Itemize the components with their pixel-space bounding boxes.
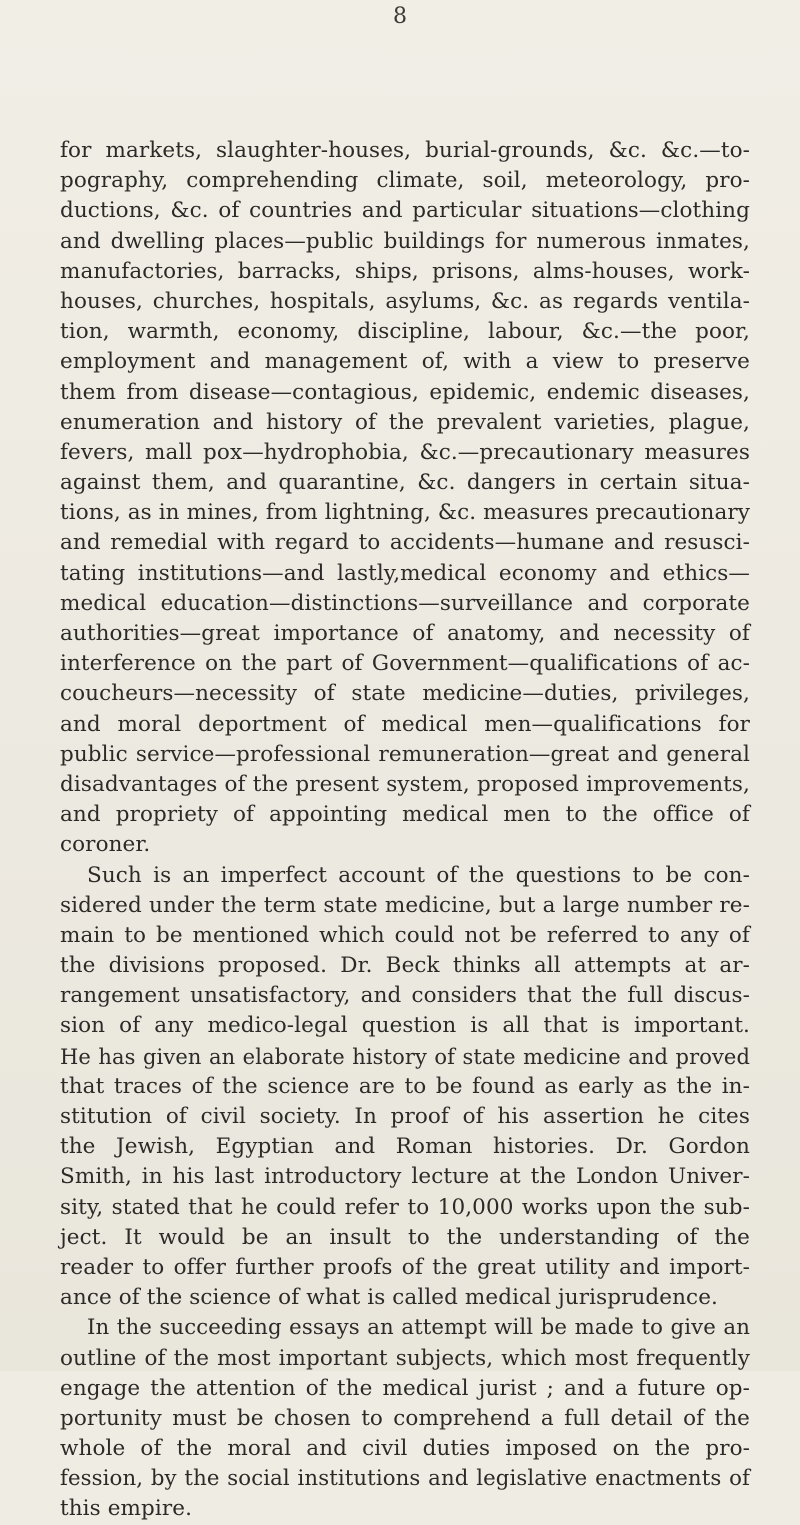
body-text [60, 136, 750, 1525]
text-line: coucheurs—necessity of state medicine—duties, privileges, [60, 681, 750, 707]
text-line: ance of the science of what is called medical jurisprudence. [60, 1285, 718, 1311]
text-line: ject. It would be an insult to the understanding of the [60, 1224, 750, 1250]
text-line: and dwelling places—public buildings for numerous inmates, [60, 228, 750, 254]
text-line: manufactories, barracks, ships, prisons, alms-houses, work- [60, 258, 750, 284]
text-line: this empire. [60, 1496, 193, 1522]
text-line: public service—professional remuneration—great and general [60, 741, 750, 767]
text-line: and moral deportment of medical men—qualifications for [60, 711, 750, 737]
text-line: outline of the most important subjects, which most frequently [60, 1345, 750, 1371]
text-line: reader to offer further proofs of the great utility and import- [60, 1254, 750, 1280]
text-line: engage the attention of the medical jurist ; and a future op- [60, 1375, 750, 1401]
text-line: fevers, mall pox—hydrophobia, &c.—precautionary measures [60, 439, 750, 465]
text-line: that traces of the science are to be found as early as the in- [60, 1073, 750, 1099]
text-line: the divisions proposed. Dr. Beck thinks all attempts at ar- [60, 953, 750, 979]
text-line: Such is an imperfect account of the questions to be con- [87, 862, 750, 888]
text-line: sidered under the term state medicine, but a large number re- [60, 892, 750, 918]
text-line: He has given an elaborate history of state medicine and proved [60, 1044, 750, 1069]
text-line: against them, and quarantine, &c. dangers in certain situa- [60, 470, 750, 496]
text-line: Smith, in his last introductory lecture at the London Univer- [60, 1164, 750, 1190]
text-line: rangement unsatisfactory, and considers that the full discus- [60, 983, 750, 1009]
page-number: 8 [393, 4, 407, 29]
text-line: medical education—distinctions—surveillance and corporate [60, 590, 750, 616]
text-line: tating institutions—and lastly,medical economy and ethics— [60, 560, 750, 586]
text-line: coroner. [60, 832, 151, 858]
text-line: disadvantages of the present system, proposed improvements, [60, 771, 750, 797]
text-line: them from disease—contagious, epidemic, endemic diseases, [60, 379, 750, 405]
text-line: interference on the part of Government—qualifications of ac- [60, 651, 750, 677]
text-line: In the succeeding essays an attempt will be made to give an [87, 1315, 750, 1341]
text-line: authorities—great importance of anatomy, and necessity of [60, 621, 750, 646]
text-line: the Jewish, Egyptian and Roman histories. Dr. Gordon [60, 1134, 750, 1160]
text-line: stitution of civil society. In proof of his assertion he cites [60, 1104, 750, 1129]
text-line: pography, comprehending climate, soil, meteorology, pro- [60, 168, 750, 194]
text-line: main to be mentioned which could not be referred to any of [60, 922, 750, 948]
text-line: tions, as in mines, from lightning, &c. measures precautionary [60, 500, 750, 526]
text-line: whole of the moral and civil duties imposed on the pro- [60, 1436, 750, 1462]
text-line: for markets, slaughter-houses, burial-grounds, &c. &c.—to- [60, 138, 750, 163]
text-line: sity, stated that he could refer to 10,000 works upon the sub- [60, 1194, 750, 1220]
text-line: and remedial with regard to accidents—humane and resusci- [60, 530, 750, 556]
text-line: enumeration and history of the prevalent varieties, plague, [60, 409, 750, 435]
text-line: fession, by the social institutions and legislative enactments of [60, 1466, 750, 1492]
text-line: sion of any medico-legal question is all that is important. [60, 1013, 750, 1039]
text-line: houses, churches, hospitals, asylums, &c. as regards ventila- [60, 288, 750, 314]
text-line: portunity must be chosen to comprehend a full detail of the [60, 1405, 750, 1431]
text-line: and propriety of appointing medical men to the office of [60, 802, 750, 828]
text-line: employment and management of, with a view to preserve [60, 349, 750, 375]
text-line: ductions, &c. of countries and particular situations—clothing [60, 198, 750, 224]
text-line: tion, warmth, economy, discipline, labour, &c.—the poor, [60, 319, 750, 345]
